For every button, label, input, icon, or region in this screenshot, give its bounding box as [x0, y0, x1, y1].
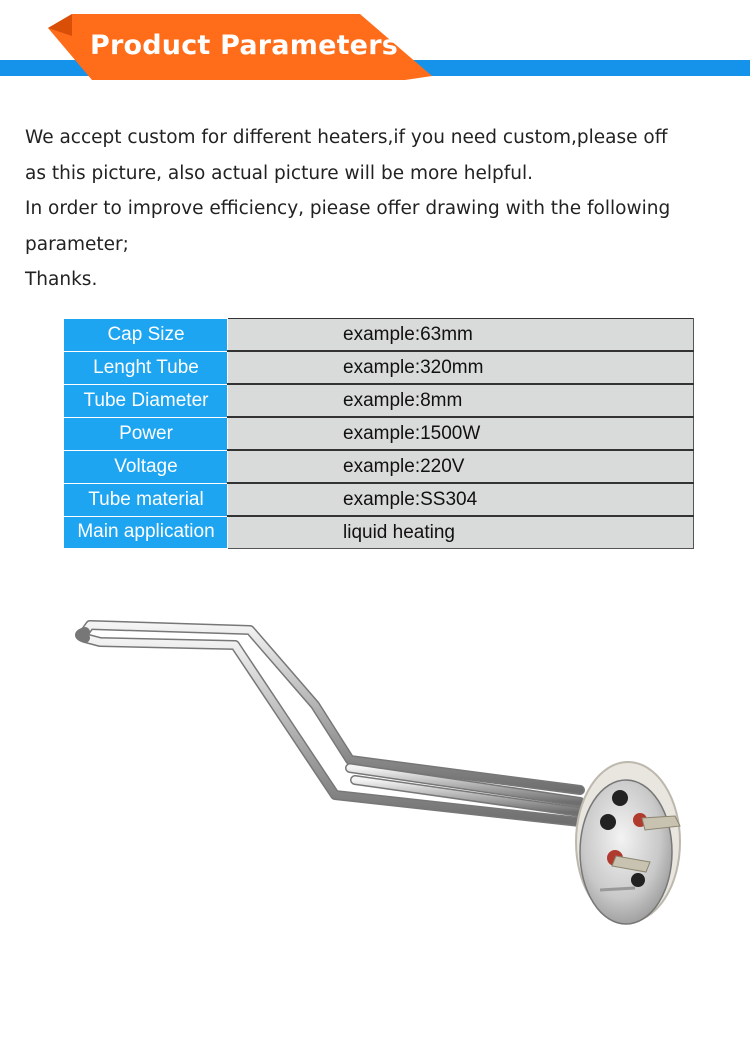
param-label-power: Power — [65, 417, 228, 450]
parameter-table — [64, 318, 694, 549]
intro-line: Thanks. — [25, 269, 98, 290]
intro-line: parameter; — [25, 233, 129, 255]
param-label-cap-size: Cap Size — [65, 319, 228, 352]
param-label-main-application: Main application — [65, 516, 228, 549]
immersion-heater-element-icon — [60, 590, 700, 990]
param-value-power: example:1500W — [228, 417, 694, 450]
param-label-tube-diameter: Tube Diameter — [65, 384, 228, 417]
table-row — [65, 516, 694, 549]
table-row — [65, 417, 694, 450]
intro-line: We accept custom for different heaters,if you need custom,please off — [25, 127, 668, 148]
param-value-tube-material: example:SS304 — [228, 483, 694, 516]
table-row — [65, 483, 694, 516]
param-value-tube-length: example:320mm — [228, 351, 694, 384]
table-row — [65, 384, 694, 417]
section-banner — [0, 0, 750, 90]
param-value-tube-diameter: example:8mm — [228, 384, 694, 417]
table-row — [65, 450, 694, 483]
param-value-cap-size: example:63mm — [228, 319, 694, 352]
param-label-tube-material: Tube material — [65, 483, 228, 516]
banner-title: Product Parameters — [90, 30, 398, 61]
param-value-voltage: example:220V — [228, 450, 694, 483]
heater-tubes — [80, 625, 580, 822]
param-label-tube-length: Lenght Tube — [65, 351, 228, 384]
param-label-voltage: Voltage — [65, 450, 228, 483]
table-row — [65, 319, 694, 352]
param-value-main-application: liquid heating — [228, 516, 694, 549]
intro-line: as this picture, also actual picture will be more helpful. — [25, 162, 534, 184]
intro-text — [25, 120, 737, 298]
intro-line: In order to improve efficiency, piease offer drawing with the following — [25, 198, 671, 219]
heater-flange — [576, 762, 680, 924]
table-row — [65, 351, 694, 384]
